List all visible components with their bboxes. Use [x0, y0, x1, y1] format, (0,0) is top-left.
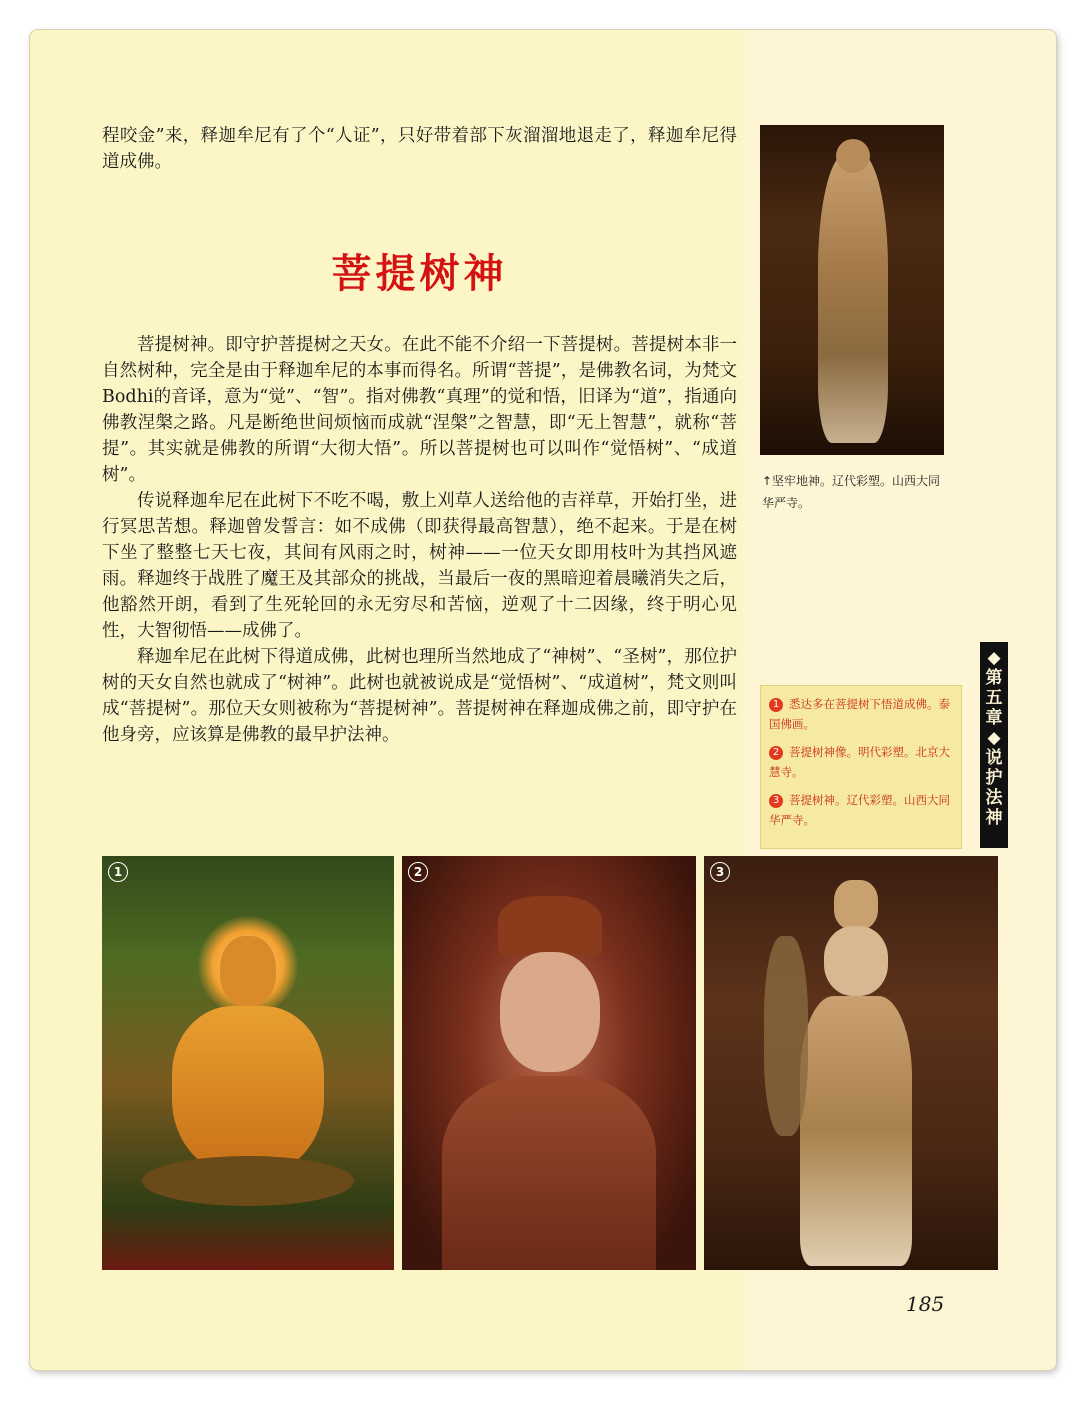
- page-number: 185: [906, 1292, 945, 1316]
- crown-shape: [498, 896, 602, 956]
- seat-shape: [142, 1156, 354, 1206]
- paragraph-2: 传说释迦牟尼在此树下不吃不喝，敷上刈草人送给他的吉祥草，开始打坐，进行冥思苦想。释迦曾发誓言：如不成佛（即获得最高智慧），绝不起来。于是在树下坐了整整七天七夜，其间有风雨之时，树神——一位天女即用枝叶为其挡风遮雨。释迦终于战胜了魔王及其部众的挑战，当最后一夜的黑暗迎着晨曦消失之后，他豁然开朗，看到了生死轮回的永无穷尽和苦恼，逆观了十二因缘，终于明心见性，大智彻悟——成佛了。: [102, 491, 737, 641]
- paragraph-1: 菩提树神。即守护菩提树之天女。在此不能不介绍一下菩提树。菩提树本非一自然树种，完全是由于释迦牟尼的本事而得名。所谓“菩提”，是佛教名词，为梵文Bodhi的音译，意为“觉”、“智”。指对佛教“真理”的觉和悟，旧译为“道”，指通向佛教涅槃之路。凡是断绝世间烦恼而成就“涅槃”之智慧，即“无上智慧”，就称“菩提”。其实就是佛教的所谓“大彻大悟”。所以菩提树也可以叫作“觉悟树”、“成道树”。: [102, 335, 737, 485]
- legend-item-3: [769, 790, 955, 830]
- legend-text: 悉达多在菩提树下悟道成佛。泰国佛画。: [769, 697, 950, 731]
- statue-bodhi-tree-god-liao: [704, 856, 998, 1270]
- legend-number: 1: [769, 698, 783, 712]
- legend-item-2: [769, 742, 955, 782]
- legend-item-1: [769, 694, 955, 734]
- book-page: [30, 30, 1056, 1370]
- buddha-head: [220, 936, 276, 1006]
- legend-number: 3: [769, 794, 783, 808]
- statue-armor: [800, 996, 912, 1266]
- buddha-body: [172, 1006, 324, 1176]
- photo-legend: [760, 685, 962, 849]
- legend-text: 菩提树神像。明代彩塑。北京大慧寺。: [769, 745, 950, 779]
- tab-char: 护: [985, 768, 1003, 788]
- deity-robe: [442, 1076, 656, 1270]
- photo-number-3: 3: [710, 862, 730, 882]
- legend-number: 2: [769, 746, 783, 760]
- tab-diamond-icon: ◆: [987, 728, 1001, 748]
- lead-text: 程咬金”来，释迦牟尼有了个“人证”，只好带着部下灰溜溜地退走了，释迦牟尼得道成佛。: [102, 126, 737, 172]
- deity-face: [500, 952, 600, 1072]
- legend-text: 菩提树神。辽代彩塑。山西大同华严寺。: [769, 793, 950, 827]
- tab-char: 五: [985, 688, 1003, 708]
- tab-diamond-icon: ◆: [987, 648, 1001, 668]
- statue-bodhi-tree-deity: [402, 856, 696, 1270]
- body-text: [102, 332, 737, 748]
- chapter-tab: [980, 642, 1008, 848]
- statue-crown: [834, 880, 878, 930]
- paragraph-3: 释迦牟尼在此树下得道成佛，此树也理所当然地成了“神树”、“圣树”，那位护树的天女自然也就成了“树神”。此树也就被说成是“觉悟树”、“成道树”，梵文则叫成“菩提树”。那位天女则被称为“菩提树神”。菩提树神在释迦成佛之前，即守护在他身旁，应该算是佛教的最早护法神。: [102, 647, 737, 745]
- statue-photo-guardian: [760, 125, 944, 455]
- top-photo-caption: ↑坚牢地神。辽代彩塑。山西大同华严寺。: [762, 474, 941, 510]
- tab-char: 法: [985, 788, 1003, 808]
- tab-char: 神: [985, 808, 1003, 828]
- tab-char: 章: [985, 708, 1003, 728]
- lead-paragraph: [102, 123, 737, 175]
- statue-head: [836, 139, 870, 173]
- tab-char: 第: [985, 668, 1003, 688]
- painting-buddha-under-tree: [102, 856, 394, 1270]
- statue-figure: [818, 153, 888, 443]
- statue-face: [824, 926, 888, 996]
- tab-char: 说: [985, 748, 1003, 768]
- section-title: 菩提树神: [331, 251, 508, 297]
- photo-number-1: 1: [108, 862, 128, 882]
- photo-number-2: 2: [408, 862, 428, 882]
- attendant-figure: [764, 936, 808, 1136]
